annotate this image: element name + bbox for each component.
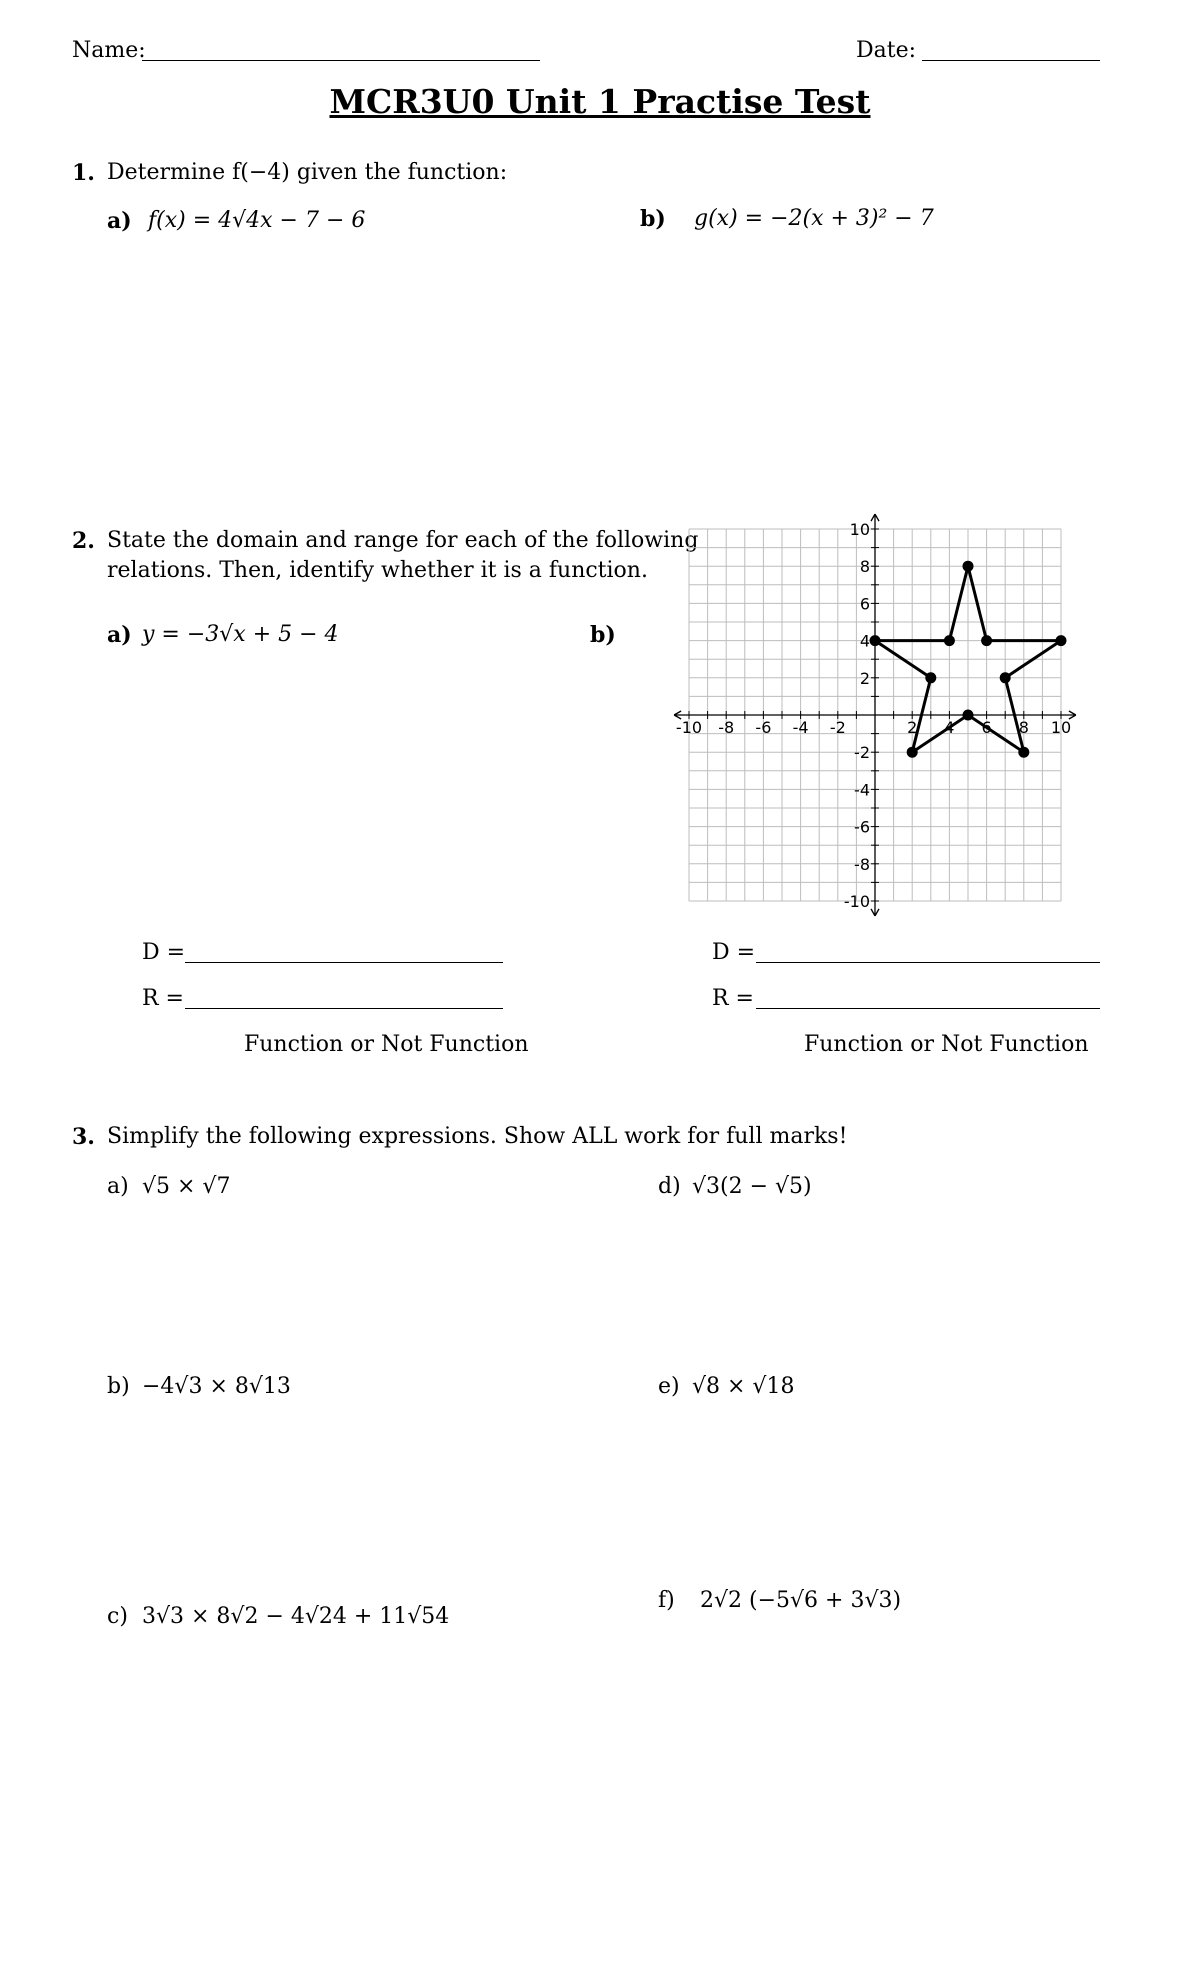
q2a-domain-blank[interactable]	[185, 962, 503, 963]
q3b-expression: −4√3 × 8√13	[142, 1374, 291, 1399]
q3e-label: e)	[658, 1374, 680, 1399]
y-tick-label: -4	[854, 780, 870, 800]
q2a-function-choice[interactable]: Function or Not Function	[244, 1032, 529, 1057]
x-tick-label: -8	[718, 718, 735, 737]
q1b-label: b)	[640, 206, 666, 232]
q2b-label: b)	[590, 622, 616, 648]
q1-prompt: Determine f(−4) given the function:	[107, 160, 508, 185]
q3b-label: b)	[107, 1374, 130, 1399]
q2-prompt-line1: State the domain and range for each of the following	[107, 528, 699, 553]
x-tick-label: -4	[792, 718, 809, 737]
q1b-expression: g(x) = −2(x + 3)² − 7	[694, 206, 934, 231]
x-tick-label: -2	[829, 718, 846, 737]
y-tick-label: 4	[859, 631, 870, 651]
star-vertex-point	[907, 747, 918, 758]
star-vertex-point	[1018, 747, 1029, 758]
q1-number: 1.	[72, 160, 95, 186]
x-tick-label: 10	[1050, 718, 1072, 737]
star-vertex-point	[1056, 635, 1067, 646]
star-vertex-point	[944, 635, 955, 646]
q2a-expression: y = −3√x + 5 − 4	[142, 622, 339, 647]
page-title: MCR3U0 Unit 1 Practise Test	[329, 82, 871, 121]
x-tick-label: 6	[981, 718, 992, 737]
x-tick-label: 8	[1018, 718, 1029, 737]
q2a-domain-label: D =	[142, 940, 186, 965]
star-vertex-point	[981, 635, 992, 646]
q3d-expression: √3(2 − √5)	[692, 1174, 812, 1199]
star-vertex-point	[925, 672, 936, 683]
q2b-domain-label: D =	[712, 940, 756, 965]
q2b-range-label: R =	[712, 986, 754, 1011]
q2b-function-choice[interactable]: Function or Not Function	[804, 1032, 1089, 1057]
x-tick-label: -6	[755, 718, 772, 737]
q3f-label: f)	[658, 1588, 675, 1613]
x-tick-label: -10	[675, 718, 703, 737]
q3e-expression: √8 × √18	[692, 1374, 795, 1399]
q3c-expression: 3√3 × 8√2 − 4√24 + 11√54	[142, 1604, 450, 1629]
date-blank[interactable]	[922, 60, 1100, 61]
date-label: Date:	[856, 38, 917, 63]
q3-number: 3.	[72, 1124, 95, 1150]
q3-prompt: Simplify the following expressions. Show ALL work for full marks!	[107, 1124, 848, 1149]
q2b-domain-blank[interactable]	[756, 962, 1100, 963]
y-tick-label: -8	[854, 854, 870, 874]
q2a-range-label: R =	[142, 986, 184, 1011]
x-tick-label: 2	[907, 718, 918, 737]
q2a-label: a)	[107, 622, 132, 648]
y-tick-label: 10	[849, 520, 870, 539]
x-tick-label: 4	[944, 718, 955, 737]
star-vertex-point	[963, 710, 974, 721]
q2a-range-blank[interactable]	[185, 1008, 503, 1009]
y-tick-label: -6	[854, 817, 870, 837]
y-tick-label: 6	[859, 594, 870, 614]
q3c-label: c)	[107, 1604, 128, 1629]
y-tick-label: -10	[843, 892, 870, 911]
star-vertex-point	[870, 635, 881, 646]
q3f-expression: 2√2 (−5√6 + 3√3)	[700, 1588, 902, 1613]
q3a-label: a)	[107, 1174, 129, 1199]
q3a-expression: √5 × √7	[142, 1174, 231, 1199]
star-vertex-point	[1000, 672, 1011, 683]
y-tick-label: 2	[859, 668, 870, 688]
q1a-label: a)	[107, 208, 132, 234]
name-blank[interactable]	[142, 60, 540, 61]
name-label: Name:	[72, 38, 146, 63]
q2-number: 2.	[72, 528, 95, 554]
q1a-expression: f(x) = 4√4x − 7 − 6	[148, 208, 366, 233]
q2-prompt-line2: relations. Then, identify whether it is a function.	[107, 558, 648, 583]
star-graph	[670, 510, 1080, 920]
q2b-range-blank[interactable]	[756, 1008, 1100, 1009]
star-vertex-point	[963, 561, 974, 572]
y-tick-label: 8	[859, 557, 870, 577]
q3d-label: d)	[658, 1174, 681, 1199]
y-tick-label: -2	[854, 743, 870, 763]
